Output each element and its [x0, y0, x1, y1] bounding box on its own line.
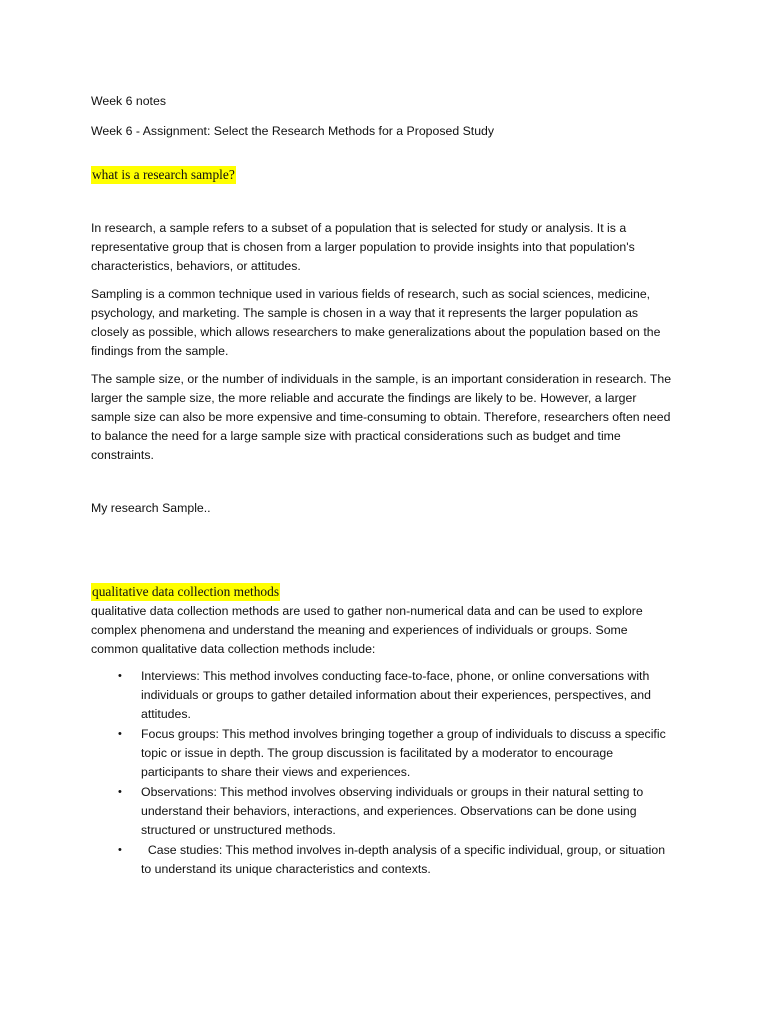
paragraph-sample-size: The sample size, or the number of individuals in the sample, is an important consideration in research. The larger the sample size, the more reliable and accurate the findings are likely to be. However, a larger sample size can also be more expensive and time-consuming to obtain. Therefore, researchers often need to balance the need for a large sample size with practical considerations such as budget and time constraints.: [91, 372, 672, 462]
method-interviews: Interviews: This method involves conducting face-to-face, phone, or online conversations with individuals or groups to gather detailed information about their experiences, perspectives, and attitudes.: [141, 669, 651, 721]
method-observations: Observations: This method involves observing individuals or groups in their natural setting to understand their behaviors, interactions, and experiences. Observations can be done using structured or unstructured methods.: [141, 785, 644, 837]
list-item: [91, 725, 676, 782]
method-focus-groups: Focus groups: This method involves bringing together a group of individuals to discuss a specific topic or issue in depth. The group discussion is facilitated by a moderator to encourage participants to share their views and experiences.: [141, 727, 666, 779]
paragraph-sample-definition: In research, a sample refers to a subset of a population that is selected for study or analysis. It is a representative group that is chosen from a larger population to provide insights into that population's characteristics, behaviors, or attitudes.: [91, 221, 635, 273]
sample-heading-row: [91, 166, 676, 185]
list-item: [91, 667, 676, 724]
qualitative-heading: qualitative data collection methods: [92, 584, 280, 599]
document-body: [91, 92, 676, 880]
method-case-studies: Case studies: This method involves in-depth analysis of a specific individual, group, or situation to understand its unique characteristics and contexts.: [141, 843, 669, 876]
my-research-sample: My research Sample..: [91, 501, 211, 515]
sample-heading: what is a research sample?: [92, 167, 235, 182]
assignment-title: Week 6 - Assignment: Select the Research Methods for a Proposed Study: [91, 124, 495, 138]
list-item: [91, 783, 676, 840]
methods-list: [91, 667, 676, 879]
bullet-icon: •: [118, 786, 122, 798]
list-item: [91, 841, 676, 879]
qualitative-intro: qualitative data collection methods are used to gather non-numerical data and can be used to explore complex phenomena and understand the meaning and experiences of individuals or groups. Some common qualitative data collection methods include:: [91, 604, 643, 656]
notes-title: Week 6 notes: [91, 94, 166, 108]
bullet-icon: •: [118, 670, 122, 682]
qualitative-heading-row: [91, 583, 676, 602]
bullet-icon: •: [118, 728, 122, 740]
paragraph-sampling-technique: Sampling is a common technique used in various fields of research, such as social sciences, medicine, psychology, and marketing. The sample is chosen in a way that it represents the larger population as closely as possible, which allows researchers to make generalizations about the population based on the findings from the sample.: [91, 287, 661, 358]
bullet-icon: •: [118, 844, 122, 856]
